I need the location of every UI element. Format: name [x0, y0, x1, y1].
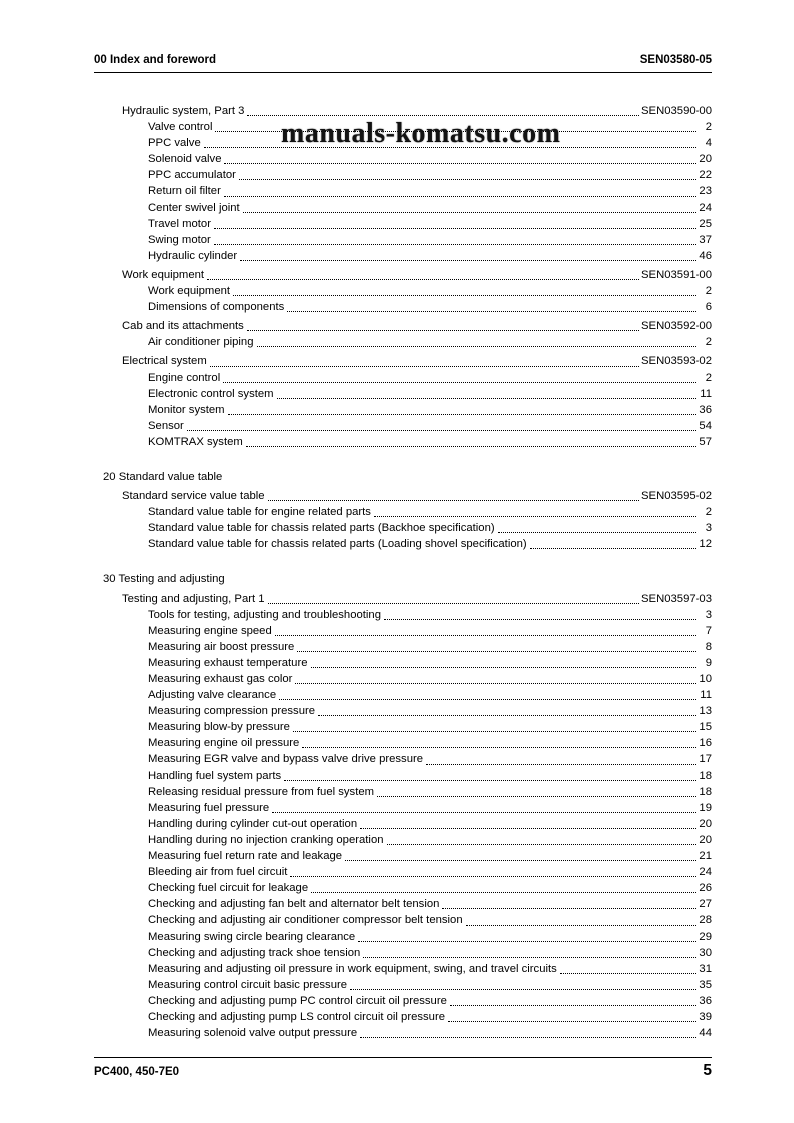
toc-entry-page: 15	[699, 721, 712, 734]
dotted-leader	[233, 295, 696, 296]
toc-entry-page: SEN03592-00	[641, 320, 712, 333]
toc-entry-label: Checking fuel circuit for leakage	[148, 882, 309, 895]
toc-entry	[148, 977, 712, 993]
dotted-leader	[426, 764, 696, 765]
toc-entry	[148, 719, 712, 735]
toc-entry-label: KOMTRAX system	[148, 435, 243, 448]
toc-entry-page: 20	[699, 833, 712, 846]
toc-entry	[122, 267, 712, 283]
toc-entry-page: 27	[699, 898, 712, 911]
toc-entry-page: SEN03595-02	[641, 490, 712, 503]
toc-entry-page: 22	[699, 169, 712, 182]
toc-entry	[148, 896, 712, 912]
dotted-leader	[279, 699, 696, 700]
toc-entry-page: 30	[699, 946, 712, 959]
toc-entry	[148, 607, 712, 623]
toc-entry	[148, 961, 712, 977]
toc-entry-label: Measuring exhaust temperature	[148, 656, 308, 669]
dotted-leader	[293, 731, 696, 732]
dotted-leader	[215, 131, 696, 132]
toc-entry-page: 20	[699, 153, 712, 166]
toc-entry	[122, 488, 712, 504]
toc-entry-label: Return oil filter	[148, 185, 221, 198]
toc-entry-page: 23	[699, 185, 712, 198]
toc-entry-page: 26	[699, 882, 712, 895]
dotted-leader	[498, 532, 696, 533]
toc-entry-label: Measuring EGR valve and bypass valve drive pressure	[148, 753, 424, 766]
toc-entry-label: Testing and adjusting, Part 1	[122, 592, 265, 605]
toc-entry-label: Solenoid valve	[148, 153, 222, 166]
toc-entry-page: 46	[699, 249, 712, 262]
toc-entry-label: Handling during cylinder cut-out operation	[148, 817, 358, 830]
toc-entry	[148, 751, 712, 767]
toc-entry-label: Measuring swing circle bearing clearance	[148, 930, 356, 943]
toc-entry-page: 18	[699, 769, 712, 782]
toc-entry-label: Cab and its attachments	[122, 320, 244, 333]
dotted-leader	[224, 163, 696, 164]
toc-entry-page: 20	[699, 817, 712, 830]
dotted-leader	[210, 366, 639, 367]
toc-entry-label: Monitor system	[148, 403, 225, 416]
toc-entry-page: 7	[705, 624, 712, 637]
dotted-leader	[363, 957, 696, 958]
dotted-leader	[246, 446, 696, 447]
toc-entry-page: 31	[699, 962, 712, 975]
dotted-leader	[239, 179, 696, 180]
toc-entry-label: Measuring fuel return rate and leakage	[148, 850, 343, 863]
toc-entry-page: 36	[699, 403, 712, 416]
toc-entry-label: PPC valve	[148, 137, 201, 150]
toc-entry-label: Travel motor	[148, 217, 211, 230]
dotted-leader	[287, 311, 696, 312]
toc-entry-label: Adjusting valve clearance	[148, 689, 277, 702]
dotted-leader	[360, 1037, 696, 1038]
toc-entry-label: Measuring exhaust gas color	[148, 673, 293, 685]
toc-entry	[148, 929, 712, 945]
toc-entry-label: Handling fuel system parts	[148, 769, 282, 782]
toc-entry	[148, 784, 712, 800]
dotted-leader	[243, 212, 696, 213]
toc-entry-page: 54	[699, 419, 712, 432]
dotted-leader	[275, 635, 696, 636]
dotted-leader	[223, 382, 696, 383]
toc-entry	[148, 283, 712, 299]
dotted-leader	[466, 925, 696, 926]
toc-entry-label: Checking and adjusting pump PC control circuit oil pressure	[148, 994, 447, 1007]
dotted-leader	[360, 828, 696, 829]
toc-entry	[148, 386, 712, 402]
dotted-leader	[284, 780, 696, 781]
dotted-leader	[377, 796, 696, 797]
toc-entry	[148, 119, 712, 135]
footer-divider	[94, 1057, 712, 1058]
toc-entry-page: 2	[705, 336, 712, 349]
toc-entry	[148, 370, 712, 386]
dotted-leader	[530, 548, 696, 549]
toc-entry-page: 24	[699, 201, 712, 214]
dotted-leader	[268, 500, 639, 501]
toc-entry-label: Electronic control system	[148, 387, 274, 400]
toc-entry	[122, 318, 712, 334]
toc-entry-label: PPC accumulator	[148, 169, 236, 182]
toc-entry	[148, 623, 712, 639]
toc-entry-page: 35	[699, 978, 712, 991]
dotted-leader	[257, 346, 696, 347]
toc-entry	[148, 520, 712, 536]
toc-entry-label: Air conditioner piping	[148, 336, 254, 349]
toc-entry	[148, 735, 712, 751]
toc-entry	[148, 864, 712, 880]
dotted-leader	[187, 430, 696, 431]
toc-entry-page: 37	[699, 233, 712, 246]
footer-model-name: PC400, 450-7E0	[94, 1066, 180, 1078]
toc-entry-page: 2	[705, 506, 712, 519]
dotted-leader	[350, 989, 696, 990]
toc-entry-page: 8	[705, 640, 712, 653]
toc-entry-page: 3	[705, 608, 712, 621]
dotted-leader	[442, 908, 696, 909]
toc-entry	[148, 671, 712, 687]
page-content	[94, 54, 712, 1041]
dotted-leader	[311, 892, 696, 893]
toc-entry-label: Measuring blow-by pressure	[148, 721, 290, 734]
toc-entry-label: Electrical system	[122, 355, 207, 368]
dotted-leader	[295, 683, 696, 684]
toc-entry	[148, 832, 712, 848]
toc-entry	[148, 135, 712, 151]
toc-entry	[148, 816, 712, 832]
dotted-leader	[214, 244, 696, 245]
toc-entry	[148, 334, 712, 350]
toc-section-heading	[103, 469, 712, 485]
toc-entry	[148, 402, 712, 418]
toc-entry	[148, 418, 712, 434]
toc-entry-page: 44	[699, 1027, 712, 1040]
toc-entry	[148, 1009, 712, 1025]
toc-entry-label: Releasing residual pressure from fuel system	[148, 785, 375, 798]
toc-entry	[148, 655, 712, 671]
toc-entry-label: Measuring compression pressure	[148, 705, 316, 718]
toc-entry	[148, 848, 712, 864]
toc-entry-label: Standard value table for engine related parts	[148, 506, 371, 519]
toc-section-heading	[103, 571, 712, 587]
toc-entry-page: 18	[699, 785, 712, 798]
dotted-leader	[268, 603, 639, 604]
toc-entry	[148, 183, 712, 199]
toc-entry-label: Valve control	[148, 121, 213, 134]
toc-entry	[122, 591, 712, 607]
toc-entry	[148, 880, 712, 896]
dotted-leader	[448, 1021, 696, 1022]
toc-entry-label: 20 Standard value table	[103, 470, 223, 483]
toc-entry	[148, 536, 712, 552]
toc-entry	[122, 103, 712, 119]
dotted-leader	[302, 747, 696, 748]
toc-entry	[148, 1025, 712, 1041]
toc-entry-page: SEN03590-00	[641, 105, 712, 117]
toc-entry	[148, 912, 712, 928]
toc-entry	[148, 299, 712, 315]
dotted-leader	[311, 667, 697, 668]
toc-entry-label: Hydraulic system, Part 3	[122, 105, 245, 117]
page-footer	[94, 1062, 712, 1080]
dotted-leader	[204, 147, 696, 148]
toc-entry-page: 57	[699, 435, 712, 448]
dotted-leader	[450, 1005, 696, 1006]
toc-entry-label: Sensor	[148, 419, 184, 432]
dotted-leader	[560, 973, 696, 974]
dotted-leader	[224, 196, 696, 197]
footer-page-number: 5	[703, 1062, 712, 1079]
toc-entry-label: Measuring control circuit basic pressure	[148, 978, 348, 991]
dotted-leader	[228, 414, 696, 415]
toc-entry-label: Checking and adjusting track shoe tension	[148, 946, 361, 959]
toc-entry-label: Checking and adjusting fan belt and alternator belt tension	[148, 898, 440, 911]
header-section-title: 00 Index and foreword	[94, 54, 217, 66]
toc-entry-label: Measuring engine speed	[148, 624, 272, 637]
toc-entry-label: Dimensions of components	[148, 301, 285, 314]
toc-entry-page: 25	[699, 217, 712, 230]
dotted-leader	[384, 619, 696, 620]
toc-entry-label: Bleeding air from fuel circuit	[148, 866, 288, 879]
toc-entry	[148, 248, 712, 264]
toc-entry	[148, 504, 712, 520]
toc-entry-label: Work equipment	[148, 285, 231, 298]
dotted-leader	[277, 398, 696, 399]
toc-entry-label: Center swivel joint	[148, 201, 240, 214]
toc-entry-page: 12	[699, 538, 712, 551]
toc-entry-label: Measuring air boost pressure	[148, 640, 295, 653]
toc-entry-label: Work equipment	[122, 268, 205, 281]
toc-entry-page: SEN03591-00	[641, 268, 712, 281]
dotted-leader	[272, 812, 696, 813]
toc-entry	[148, 687, 712, 703]
toc-entry-label: Standard service value table	[122, 490, 265, 503]
toc-entry-label: 30 Testing and adjusting	[103, 573, 225, 586]
toc-entry-page: 21	[699, 850, 712, 863]
toc-entry-page: 10	[699, 673, 712, 685]
toc-entry-label: Handling during no injection cranking operation	[148, 833, 384, 846]
toc-entry-page: 19	[699, 801, 712, 814]
toc-entry	[148, 768, 712, 784]
toc-entry	[148, 232, 712, 248]
toc-entry-page: 2	[705, 285, 712, 298]
toc-entry-page: SEN03597-03	[641, 592, 712, 605]
table-of-contents	[94, 103, 712, 1041]
toc-entry-label: Checking and adjusting pump LS control circuit oil pressure	[148, 1010, 446, 1023]
toc-entry-label: Tools for testing, adjusting and troubleshooting	[148, 608, 381, 621]
toc-entry	[148, 216, 712, 232]
toc-entry-page: 2	[705, 121, 712, 134]
toc-entry-label: Standard value table for chassis related parts (Backhoe specification)	[148, 522, 495, 535]
dotted-leader	[214, 228, 696, 229]
dotted-leader	[240, 260, 696, 261]
toc-entry	[148, 945, 712, 961]
dotted-leader	[387, 844, 696, 845]
toc-entry	[148, 993, 712, 1009]
toc-entry-page: 39	[699, 1010, 712, 1023]
dotted-leader	[358, 941, 696, 942]
toc-entry	[148, 200, 712, 216]
toc-entry-label: Checking and adjusting air conditioner compressor belt tension	[148, 914, 463, 927]
toc-entry-page: 11	[700, 689, 712, 702]
toc-entry	[122, 353, 712, 369]
toc-entry-page: 16	[699, 737, 712, 750]
toc-entry-label: Measuring engine oil pressure	[148, 737, 300, 750]
toc-entry	[148, 639, 712, 655]
toc-entry-label: Engine control	[148, 371, 221, 384]
dotted-leader	[318, 715, 696, 716]
toc-entry-label: Swing motor	[148, 233, 211, 246]
dotted-leader	[247, 330, 639, 331]
toc-entry-page: 2	[705, 371, 712, 384]
toc-entry	[148, 703, 712, 719]
dotted-leader	[290, 876, 696, 877]
toc-entry-page: 36	[699, 994, 712, 1007]
toc-entry-label: Standard value table for chassis related parts (Loading shovel specification)	[148, 538, 527, 551]
toc-entry-page: 13	[699, 705, 712, 718]
watermark-text: manuals-komatsu.com	[281, 118, 561, 149]
toc-entry-label: Measuring fuel pressure	[148, 801, 270, 814]
toc-entry	[148, 151, 712, 167]
toc-entry	[148, 167, 712, 183]
toc-entry-page: SEN03593-02	[641, 355, 712, 368]
toc-entry-label: Measuring and adjusting oil pressure in work equipment, swing, and travel circuits	[148, 962, 557, 975]
toc-entry	[148, 434, 712, 450]
toc-entry-page: 11	[700, 387, 712, 400]
toc-entry-page: 4	[705, 137, 712, 150]
dotted-leader	[247, 115, 639, 116]
page-header	[94, 54, 712, 73]
toc-entry-page: 3	[705, 522, 712, 535]
header-document-code: SEN03580-05	[639, 54, 712, 66]
toc-entry-page: 24	[699, 866, 712, 879]
toc-entry-page: 6	[705, 301, 712, 314]
toc-entry-page: 9	[705, 656, 712, 669]
toc-entry-page: 29	[699, 930, 712, 943]
dotted-leader	[374, 516, 696, 517]
dotted-leader	[297, 651, 696, 652]
toc-entry-page: 28	[699, 914, 712, 927]
toc-entry	[148, 800, 712, 816]
toc-entry-label: Measuring solenoid valve output pressure	[148, 1027, 358, 1040]
toc-entry-page: 17	[699, 753, 712, 766]
dotted-leader	[345, 860, 696, 861]
toc-entry-label: Hydraulic cylinder	[148, 249, 238, 262]
dotted-leader	[207, 279, 639, 280]
